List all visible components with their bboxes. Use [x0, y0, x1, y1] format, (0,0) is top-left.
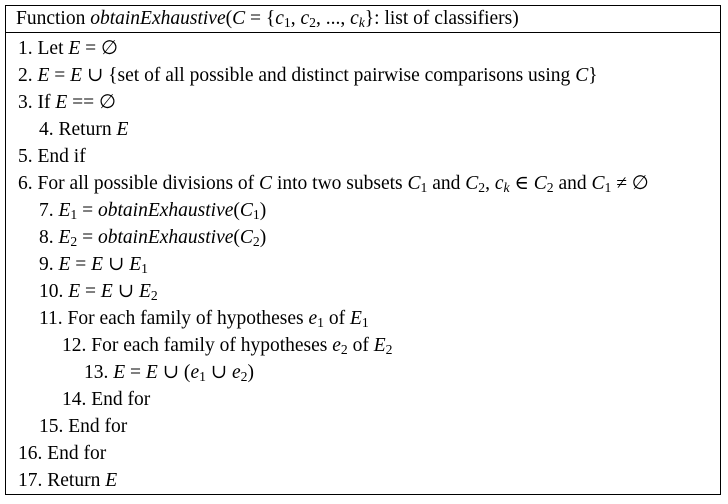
- algorithm-line-13: 13. E = E ∪ (e1 ∪ e2): [84, 362, 254, 384]
- algorithm-line-2: 2. E = E ∪ {set of all possible and distinct pairwise comparisons using C}: [18, 65, 598, 86]
- algorithm-line-11: 11. For each family of hypotheses e1 of E1: [39, 308, 369, 330]
- algorithm-line-6: 6. For all possible divisions of C into two subsets C1 and C2, ck ∈ C2 and C1 ≠ ∅: [18, 173, 649, 195]
- algorithm-box: [5, 5, 721, 495]
- algorithm-line-12: 12. For each family of hypotheses e2 of E2: [62, 335, 393, 357]
- algorithm-line-7: 7. E1 = obtainExhaustive(C1): [39, 200, 267, 222]
- algorithm-line-17: 17. Return E: [18, 470, 118, 491]
- algorithm-body: [6, 33, 720, 494]
- algorithm-line-3: 3. If E == ∅: [18, 92, 117, 113]
- algorithm-line-9: 9. E = E ∪ E1: [39, 254, 148, 276]
- algorithm-line-14: 14. End for: [62, 389, 151, 410]
- algorithm-line-1: 1. Let E = ∅: [18, 38, 119, 59]
- algorithm-line-4: 4. Return E: [39, 119, 129, 140]
- algorithm-line-15: 15. End for: [39, 416, 128, 437]
- algorithm-line-16: 16. End for: [18, 443, 107, 464]
- algorithm-line-8: 8. E2 = obtainExhaustive(C2): [39, 227, 267, 249]
- algorithm-line-10: 10. E = E ∪ E2: [39, 281, 158, 303]
- algorithm-line-5: 5. End if: [18, 146, 86, 167]
- algorithm-header: Function obtainExhaustive(C = {c1, c2, ..., ck}: list of classifiers): [6, 6, 720, 33]
